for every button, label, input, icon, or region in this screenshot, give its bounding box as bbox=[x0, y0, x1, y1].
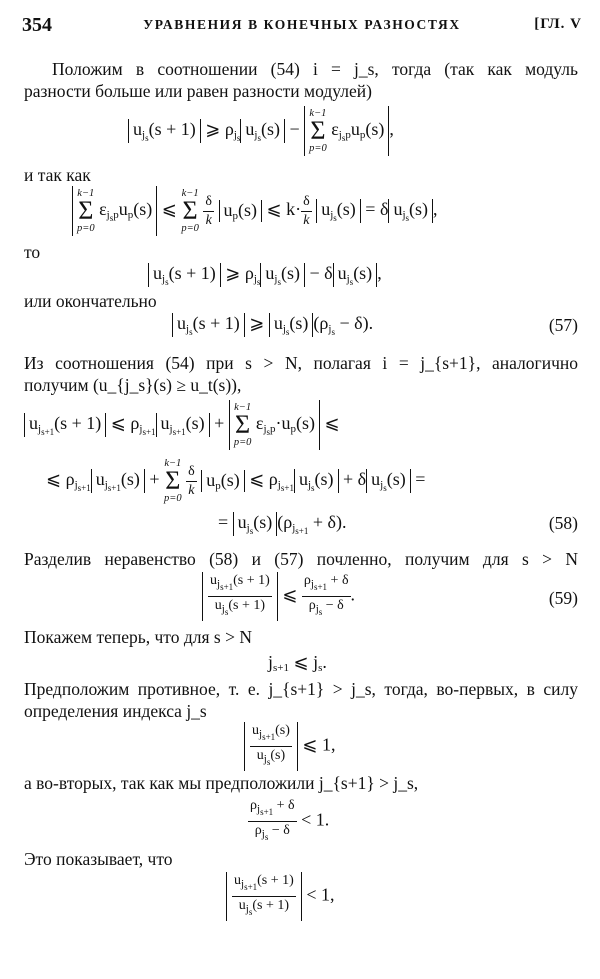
or-finally bbox=[24, 290, 578, 312]
para2-line1 bbox=[24, 352, 578, 374]
eq-number-58: (58) bbox=[548, 513, 578, 533]
page-number: 354 bbox=[22, 14, 52, 36]
or-finally-text: или окончательно bbox=[24, 291, 157, 311]
para5-line2-text: определения индекса j_s bbox=[24, 701, 207, 721]
shows-word bbox=[24, 848, 578, 870]
para4 bbox=[24, 626, 578, 648]
para3-text: Разделив неравенство (58) и (57) почленно, получим для s > N bbox=[24, 549, 578, 569]
formula-59: $u_{j_{s+1}}(s + 1)$ $u_{j_s}(s + 1)$ ⩽ $\rho_{j_{s+1}} + \delta$ $\rho_{j_s} - \delta$ . bbox=[202, 572, 355, 621]
and-since bbox=[24, 164, 578, 186]
para1-line2 bbox=[24, 80, 578, 102]
eq-number-57: (57) bbox=[548, 315, 578, 335]
para5-line1 bbox=[24, 678, 578, 700]
formula-58: = $u_{j_s}(s) (\rho_{j_{s+1}} + \delta)$. bbox=[218, 512, 347, 537]
shows-text: Это показывает, что bbox=[24, 849, 173, 869]
then-word bbox=[24, 241, 578, 263]
para6-text: а во-вторых, так как мы предположили j_{s+1} > j_s, bbox=[24, 773, 419, 793]
formula-10: $u_{j_{s+1}}(s)$ $u_{j_s}(s)$ ⩽ 1, bbox=[244, 722, 336, 771]
formula-12: $u_{j_{s+1}}(s + 1)$ $u_{j_s}(s + 1)$ < 1, bbox=[226, 872, 334, 921]
running-header bbox=[22, 14, 582, 40]
and-since-text: и так как bbox=[24, 165, 91, 185]
para5-line2 bbox=[24, 700, 578, 722]
para4-text: Покажем теперь, что для s > N bbox=[24, 627, 252, 647]
para2-line1-text: Из соотношения (54) при s > N, полагая i = j_{s+1}, аналогично bbox=[24, 353, 578, 373]
formula-11: $\rho_{j_{s+1}} + \delta$ $\rho_{j_s} - \delta$ < 1. bbox=[250, 798, 330, 842]
para1-line1-text: Положим в соотношении (54) i = j_s, тогда (так как модуль bbox=[52, 59, 578, 79]
para5-line1-text: Предположим противное, т. е. j_{s+1} > j_s, тогда, во-первых, в силу bbox=[24, 679, 578, 699]
chapter-label: [ГЛ. V bbox=[534, 16, 582, 32]
formula-2: k−1 Σ p=0 $\varepsilon_{j_sp}u_p(s)$ ⩽ k−1 Σ p=0 $\frac{\delta}{k}$ $u_p(s)$ ⩽ k· $\frac{\delta}{k}$ $u_{j_s}(s) = \delta$ $u_{j_s}(s)$ , bbox=[72, 186, 438, 236]
para3 bbox=[24, 548, 578, 570]
then-text: то bbox=[24, 242, 41, 262]
formula-3: $u_{j_s}(s + 1)$ ⩾ $\rho_{j_s}$ $u_{j_s}(s) - \delta$ $u_{j_s}(s)$ , bbox=[148, 263, 382, 287]
para2-line2 bbox=[24, 374, 578, 396]
para2-line2-text: получим (u_{j_s}(s) ≥ u_t(s)), bbox=[24, 375, 242, 395]
formula-57: $u_{j_s}(s + 1)$ ⩾ $u_{j_s}(s) (\rho_{j_s} - \delta)$. bbox=[172, 313, 373, 337]
para6 bbox=[24, 772, 578, 794]
running-title: УРАВНЕНИЯ В КОНЕЧНЫХ РАЗНОСТЯХ bbox=[143, 17, 461, 32]
para1-line1 bbox=[52, 58, 578, 80]
formula-9: $j_{s+1}$ ⩽ $j_s$. bbox=[268, 652, 327, 674]
eq-number-59: (59) bbox=[548, 588, 578, 608]
formula-1: $u_{j_s}(s + 1)$ ⩾ $\rho_{j_s}$ $u_{j_s}(s)$ − k−1 Σ p=0 $\varepsilon_{j_sp}u_p(s)$ , bbox=[128, 106, 394, 156]
formula-6: ⩽ $\rho_{j_{s+1}}$ $u_{j_{s+1}}(s)$ + k−1 Σ p=0 $\frac{\delta}{k}$ $u_p(s)$ ⩽ $\rho_{j_{s+1}}$ $u_{j_s}(s) + \delta$ $u_{j_s}(s)$ = bbox=[46, 458, 426, 504]
para1-line2-text: разности больше или равен разности модулей) bbox=[24, 81, 372, 101]
formula-5: $u_{j_{s+1}}(s + 1)$ ⩽ $\rho_{j_{s+1}}$ $u_{j_{s+1}}(s)$ + k−1 Σ p=0 $\varepsilon_{j_sp}\cdot u_p(s)$ ⩽ bbox=[24, 400, 340, 450]
